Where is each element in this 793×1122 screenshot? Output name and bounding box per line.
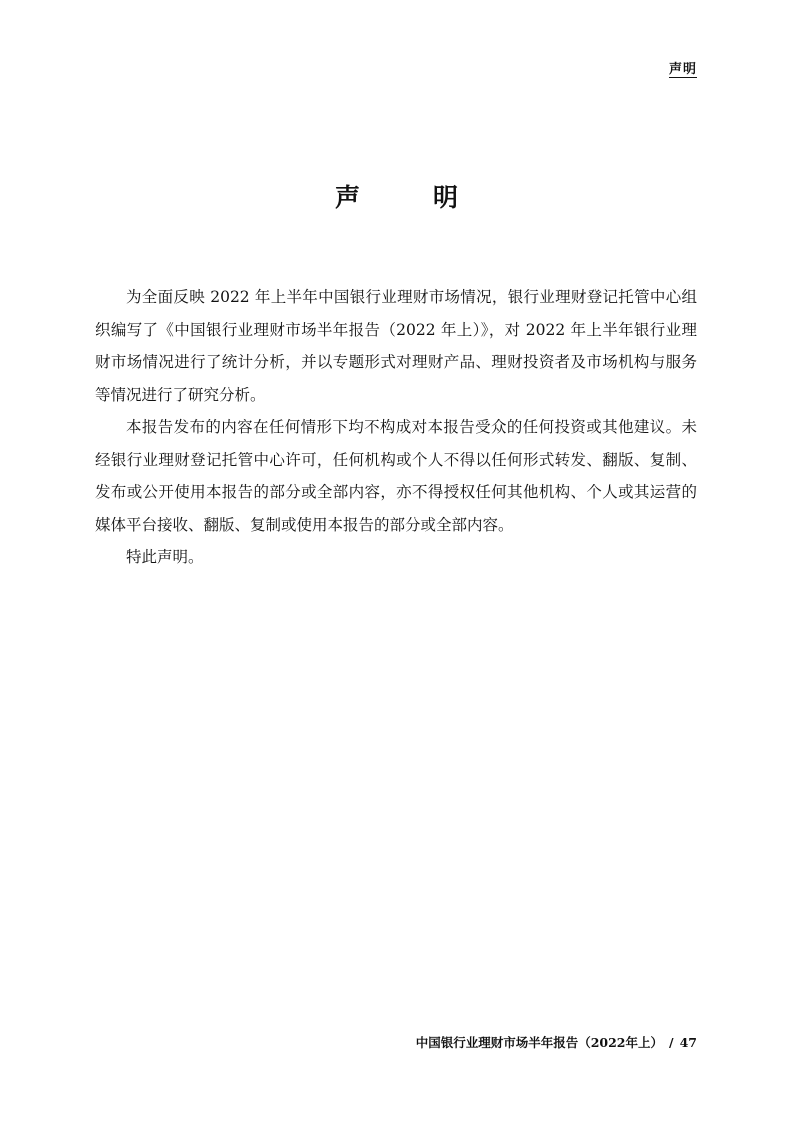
paragraph-disclaimer: 本报告发布的内容在任何情形下均不构成对本报告受众的任何投资或其他建议。未经银行业理财登记托管中心许可，任何机构或个人不得以任何形式转发、翻版、复制、发布或公开使用本报告的部分或全部内容，亦不得授权任何其他机构、个人或其运营的媒体平台接收、翻版、复制或使用本报告的部分或全部内容。 [95, 418, 697, 534]
page-number: 47 [679, 1035, 697, 1050]
paragraph-closing: 特此声明。 [126, 548, 204, 566]
footer-separator: / [669, 1035, 674, 1050]
page-title: 声 明 [334, 183, 482, 212]
statement-body [95, 281, 697, 574]
footer-report-title: 中国银行业理财市场半年报告（2022年上） [415, 1035, 664, 1050]
paragraph-intro: 为全面反映 2022 年上半年中国银行业理财市场情况，银行业理财登记托管中心组织编写了《中国银行业理财市场半年报告（2022 年上）》，对 2022 年上半年银行业理财市场情况进行了统计分析，并以专题形式对理财产品、理财投资者及市场机构与服务等情况进行了研究分析。 [95, 288, 697, 404]
running-header: 声明 [668, 62, 697, 77]
page-footer [416, 1033, 697, 1051]
